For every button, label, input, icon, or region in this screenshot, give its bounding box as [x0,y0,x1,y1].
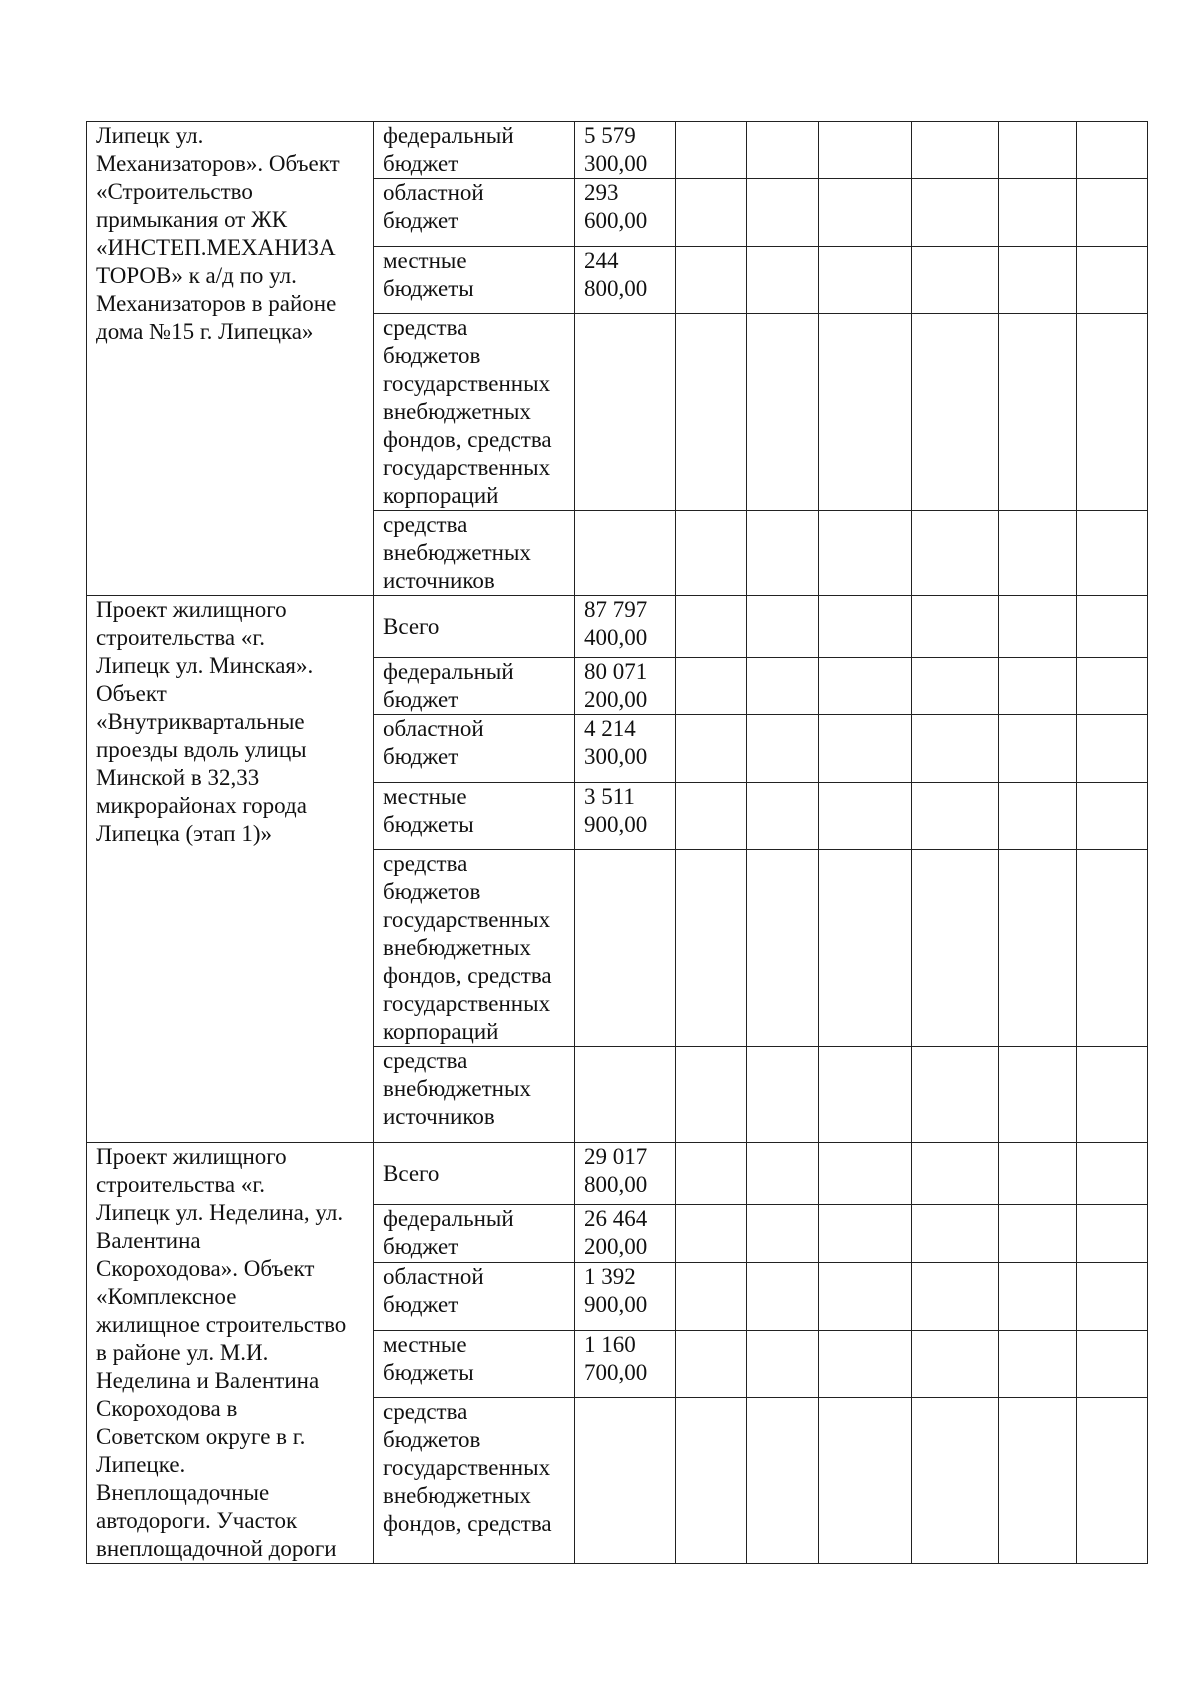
empty-cell [747,511,819,596]
empty-cell [1077,715,1148,783]
empty-cell [912,314,999,511]
amount-cell: 87 797 400,00 [575,596,676,658]
project-name-cell: Проект жилищного строительства «г. Липецк ул. Неделина, ул. Валентина Скороходова». Объект «Комплексное жилищное строительство в районе ул. М.И. Неделина и Валентина Скороходова в Советском округе в г. Липецке. Внеплощадочные автодороги. Участок внеплощадочной дороги [87,1143,374,1564]
funding-source-cell: средства бюджетов государственных внебюджетных фондов, средства [374,1398,575,1564]
funding-source-cell: областной бюджет [374,179,575,247]
empty-cell [912,1047,999,1143]
amount-cell [575,1398,676,1564]
empty-cell [912,715,999,783]
amount-cell: 1 392 900,00 [575,1262,676,1330]
empty-cell [747,715,819,783]
empty-cell [747,1143,819,1205]
empty-cell [1077,1262,1148,1330]
amount-cell: 293 600,00 [575,179,676,247]
empty-cell [999,596,1077,658]
amount-cell [575,1047,676,1143]
empty-cell [747,658,819,715]
empty-cell [676,1143,747,1205]
empty-cell [676,1398,747,1564]
empty-cell [676,1205,747,1262]
empty-cell [747,314,819,511]
empty-cell [1077,1330,1148,1397]
empty-cell [819,1398,912,1564]
amount-cell: 80 071 200,00 [575,658,676,715]
empty-cell [819,658,912,715]
budget-table-body [87,122,1148,1564]
empty-cell [999,1398,1077,1564]
empty-cell [676,179,747,247]
empty-cell [1077,1143,1148,1205]
funding-source-cell: средства бюджетов государственных внебюджетных фондов, средства государственных корпораций [374,314,575,511]
empty-cell [747,596,819,658]
funding-source-cell: местные бюджеты [374,1330,575,1397]
empty-cell [676,850,747,1047]
empty-cell [999,511,1077,596]
empty-cell [747,783,819,850]
empty-cell [819,247,912,314]
empty-cell [912,179,999,247]
funding-source-cell: Всего [374,1143,575,1205]
funding-source-cell: областной бюджет [374,715,575,783]
empty-cell [747,1330,819,1397]
empty-cell [999,179,1077,247]
empty-cell [999,658,1077,715]
empty-cell [819,850,912,1047]
empty-cell [1077,850,1148,1047]
empty-cell [912,122,999,179]
empty-cell [676,715,747,783]
funding-source-cell: федеральный бюджет [374,122,575,179]
empty-cell [1077,1205,1148,1262]
empty-cell [747,122,819,179]
empty-cell [1077,596,1148,658]
empty-cell [912,783,999,850]
empty-cell [1077,1047,1148,1143]
funding-source-cell: средства бюджетов государственных внебюджетных фондов, средства государственных корпораций [374,850,575,1047]
empty-cell [1077,783,1148,850]
empty-cell [819,511,912,596]
empty-cell [1077,511,1148,596]
empty-cell [999,1330,1077,1397]
funding-source-cell: местные бюджеты [374,783,575,850]
empty-cell [912,1143,999,1205]
empty-cell [819,1205,912,1262]
empty-cell [819,122,912,179]
empty-cell [999,1143,1077,1205]
empty-cell [676,1047,747,1143]
empty-cell [676,314,747,511]
empty-cell [999,1047,1077,1143]
amount-cell: 5 579 300,00 [575,122,676,179]
empty-cell [819,179,912,247]
empty-cell [912,1262,999,1330]
empty-cell [819,596,912,658]
empty-cell [676,511,747,596]
empty-cell [676,658,747,715]
empty-cell [999,122,1077,179]
empty-cell [1077,247,1148,314]
funding-source-cell: федеральный бюджет [374,1205,575,1262]
funding-source-cell: средства внебюджетных источников [374,511,575,596]
empty-cell [676,1262,747,1330]
empty-cell [1077,1398,1148,1564]
project-name-cell: Проект жилищного строительства «г. Липецк ул. Минская». Объект «Внутриквартальные проезды вдоль улицы Минской в 32,33 микрорайонах города Липецка (этап 1)» [87,596,374,1143]
empty-cell [747,1398,819,1564]
amount-cell: 1 160 700,00 [575,1330,676,1397]
empty-cell [676,122,747,179]
table-row [87,596,1148,658]
empty-cell [999,850,1077,1047]
funding-source-cell: областной бюджет [374,1262,575,1330]
amount-cell [575,850,676,1047]
funding-source-cell: федеральный бюджет [374,658,575,715]
amount-cell: 29 017 800,00 [575,1143,676,1205]
empty-cell [819,1262,912,1330]
amount-cell: 4 214 300,00 [575,715,676,783]
table-row [87,1143,1148,1205]
empty-cell [1077,658,1148,715]
empty-cell [747,850,819,1047]
empty-cell [912,1330,999,1397]
budget-table [86,121,1148,1564]
amount-cell: 3 511 900,00 [575,783,676,850]
empty-cell [1077,179,1148,247]
empty-cell [912,247,999,314]
empty-cell [676,247,747,314]
empty-cell [999,1205,1077,1262]
empty-cell [912,1398,999,1564]
empty-cell [912,596,999,658]
empty-cell [819,1143,912,1205]
empty-cell [819,1047,912,1143]
empty-cell [747,247,819,314]
funding-source-cell: Всего [374,596,575,658]
empty-cell [999,783,1077,850]
empty-cell [819,783,912,850]
empty-cell [819,715,912,783]
empty-cell [999,715,1077,783]
empty-cell [912,1205,999,1262]
funding-source-cell: средства внебюджетных источников [374,1047,575,1143]
amount-cell [575,511,676,596]
empty-cell [676,783,747,850]
funding-source-cell: местные бюджеты [374,247,575,314]
empty-cell [676,1330,747,1397]
table-row [87,122,1148,179]
empty-cell [819,1330,912,1397]
amount-cell [575,314,676,511]
amount-cell: 244 800,00 [575,247,676,314]
empty-cell [1077,122,1148,179]
empty-cell [999,247,1077,314]
empty-cell [747,179,819,247]
empty-cell [676,596,747,658]
empty-cell [747,1205,819,1262]
empty-cell [912,658,999,715]
empty-cell [999,314,1077,511]
amount-cell: 26 464 200,00 [575,1205,676,1262]
empty-cell [819,314,912,511]
empty-cell [912,511,999,596]
empty-cell [747,1262,819,1330]
empty-cell [1077,314,1148,511]
empty-cell [912,850,999,1047]
project-name-cell: Липецк ул. Механизаторов». Объект «Строительство примыкания от ЖК «ИНСТЕП.МЕХАНИЗА ТОРОВ» к а/д по ул. Механизаторов в районе дома №15 г. Липецка» [87,122,374,596]
empty-cell [747,1047,819,1143]
empty-cell [999,1262,1077,1330]
